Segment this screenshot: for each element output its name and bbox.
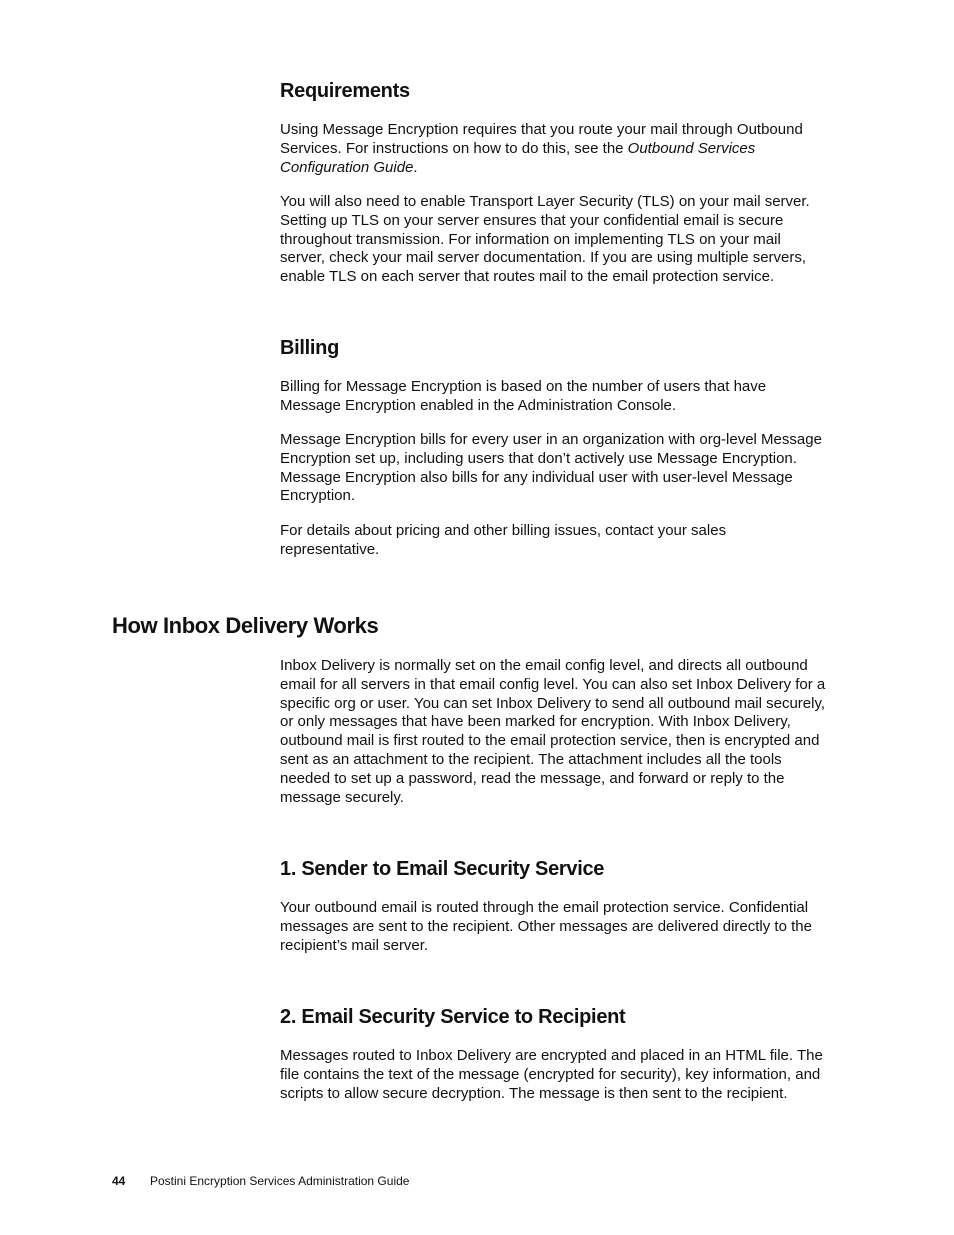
text-line: scripts to allow secure decryption. The message is then sent to the recipient. [280,1084,788,1102]
text-line: server, check your mail server documentation. If you are using multiple servers, [280,249,807,267]
sender-paragraph [280,899,850,955]
requirements-paragraph-1 [280,121,850,177]
page-number: 44 [112,1174,126,1188]
billing-paragraph-1 [280,378,850,416]
text-line: Your outbound email is routed through the email protection service. Confidential [280,899,809,916]
heading-sender-to-email-security-service: 1. Sender to Email Security Service [280,858,605,880]
text-line: message securely. [280,788,404,806]
inbox-delivery-paragraph [280,657,850,807]
recipient-paragraph [280,1047,850,1103]
text-line: outbound mail is first routed to the email protection service, then is encrypted and [280,732,820,750]
text-line: Message Encryption also bills for any individual user with user-level Message [280,468,793,486]
text-line [280,159,850,178]
text-span: Services. For instructions on how to do this, see the [280,139,628,157]
text-line: Encryption. [280,487,356,505]
text-line: specific org or user. You can set Inbox Delivery to send all outbound mail securely, [280,694,826,712]
text-line: sent as an attachment to the recipient. The attachment includes all the tools [280,750,782,768]
document-title: Postini Encryption Services Administration Guide [150,1174,410,1188]
text-line: file contains the text of the message (encrypted for security), key information, and [280,1065,821,1083]
text-line: Inbox Delivery is normally set on the email config level, and directs all outbound [280,657,808,674]
text-line: email for all servers in that email config level. You can also set Inbox Delivery for a [280,675,826,693]
text-line: or only messages that have been marked for encryption. With Inbox Delivery, [280,713,791,731]
text-line: recipient’s mail server. [280,936,429,954]
text-line: Message Encryption enabled in the Administration Console. [280,396,677,414]
text-line: throughout transmission. For information on implementing TLS on your mail [280,230,781,248]
heading-billing: Billing [280,337,340,359]
text-line: Setting up TLS on your server ensures that your confidential email is secure [280,211,784,229]
heading-requirements: Requirements [280,80,410,102]
text-line: Encryption set up, including users that don’t actively use Message Encryption. [280,449,797,467]
guide-title-italic: Configuration Guide [280,158,414,176]
billing-paragraph-2 [280,431,850,506]
text-line: needed to set up a password, read the message, and forward or reply to the [280,769,785,787]
text-line: You will also need to enable Transport Layer Security (TLS) on your mail server. [280,193,810,210]
text-line: For details about pricing and other billing issues, contact your sales [280,522,727,539]
requirements-paragraph-2 [280,193,850,287]
heading-how-inbox-delivery-works: How Inbox Delivery Works [112,613,379,638]
heading-email-security-service-to-recipient: 2. Email Security Service to Recipient [280,1006,626,1028]
text-line: enable TLS on each server that routes mail to the email protection service. [280,268,775,286]
text-line [280,140,850,159]
text-line: Message Encryption bills for every user in an organization with org-level Message [280,431,822,448]
guide-title-italic: Outbound Services [627,139,756,157]
text-line: Billing for Message Encryption is based on the number of users that have [280,378,767,395]
text-line: messages are sent to the recipient. Other messages are delivered directly to the [280,917,812,935]
text-span: . [413,158,418,176]
text-line: Messages routed to Inbox Delivery are encrypted and placed in an HTML file. The [280,1047,823,1064]
text-line: Using Message Encryption requires that you route your mail through Outbound [280,121,803,138]
text-line: representative. [280,540,380,558]
billing-paragraph-3 [280,522,850,560]
page-footer [112,1174,409,1189]
